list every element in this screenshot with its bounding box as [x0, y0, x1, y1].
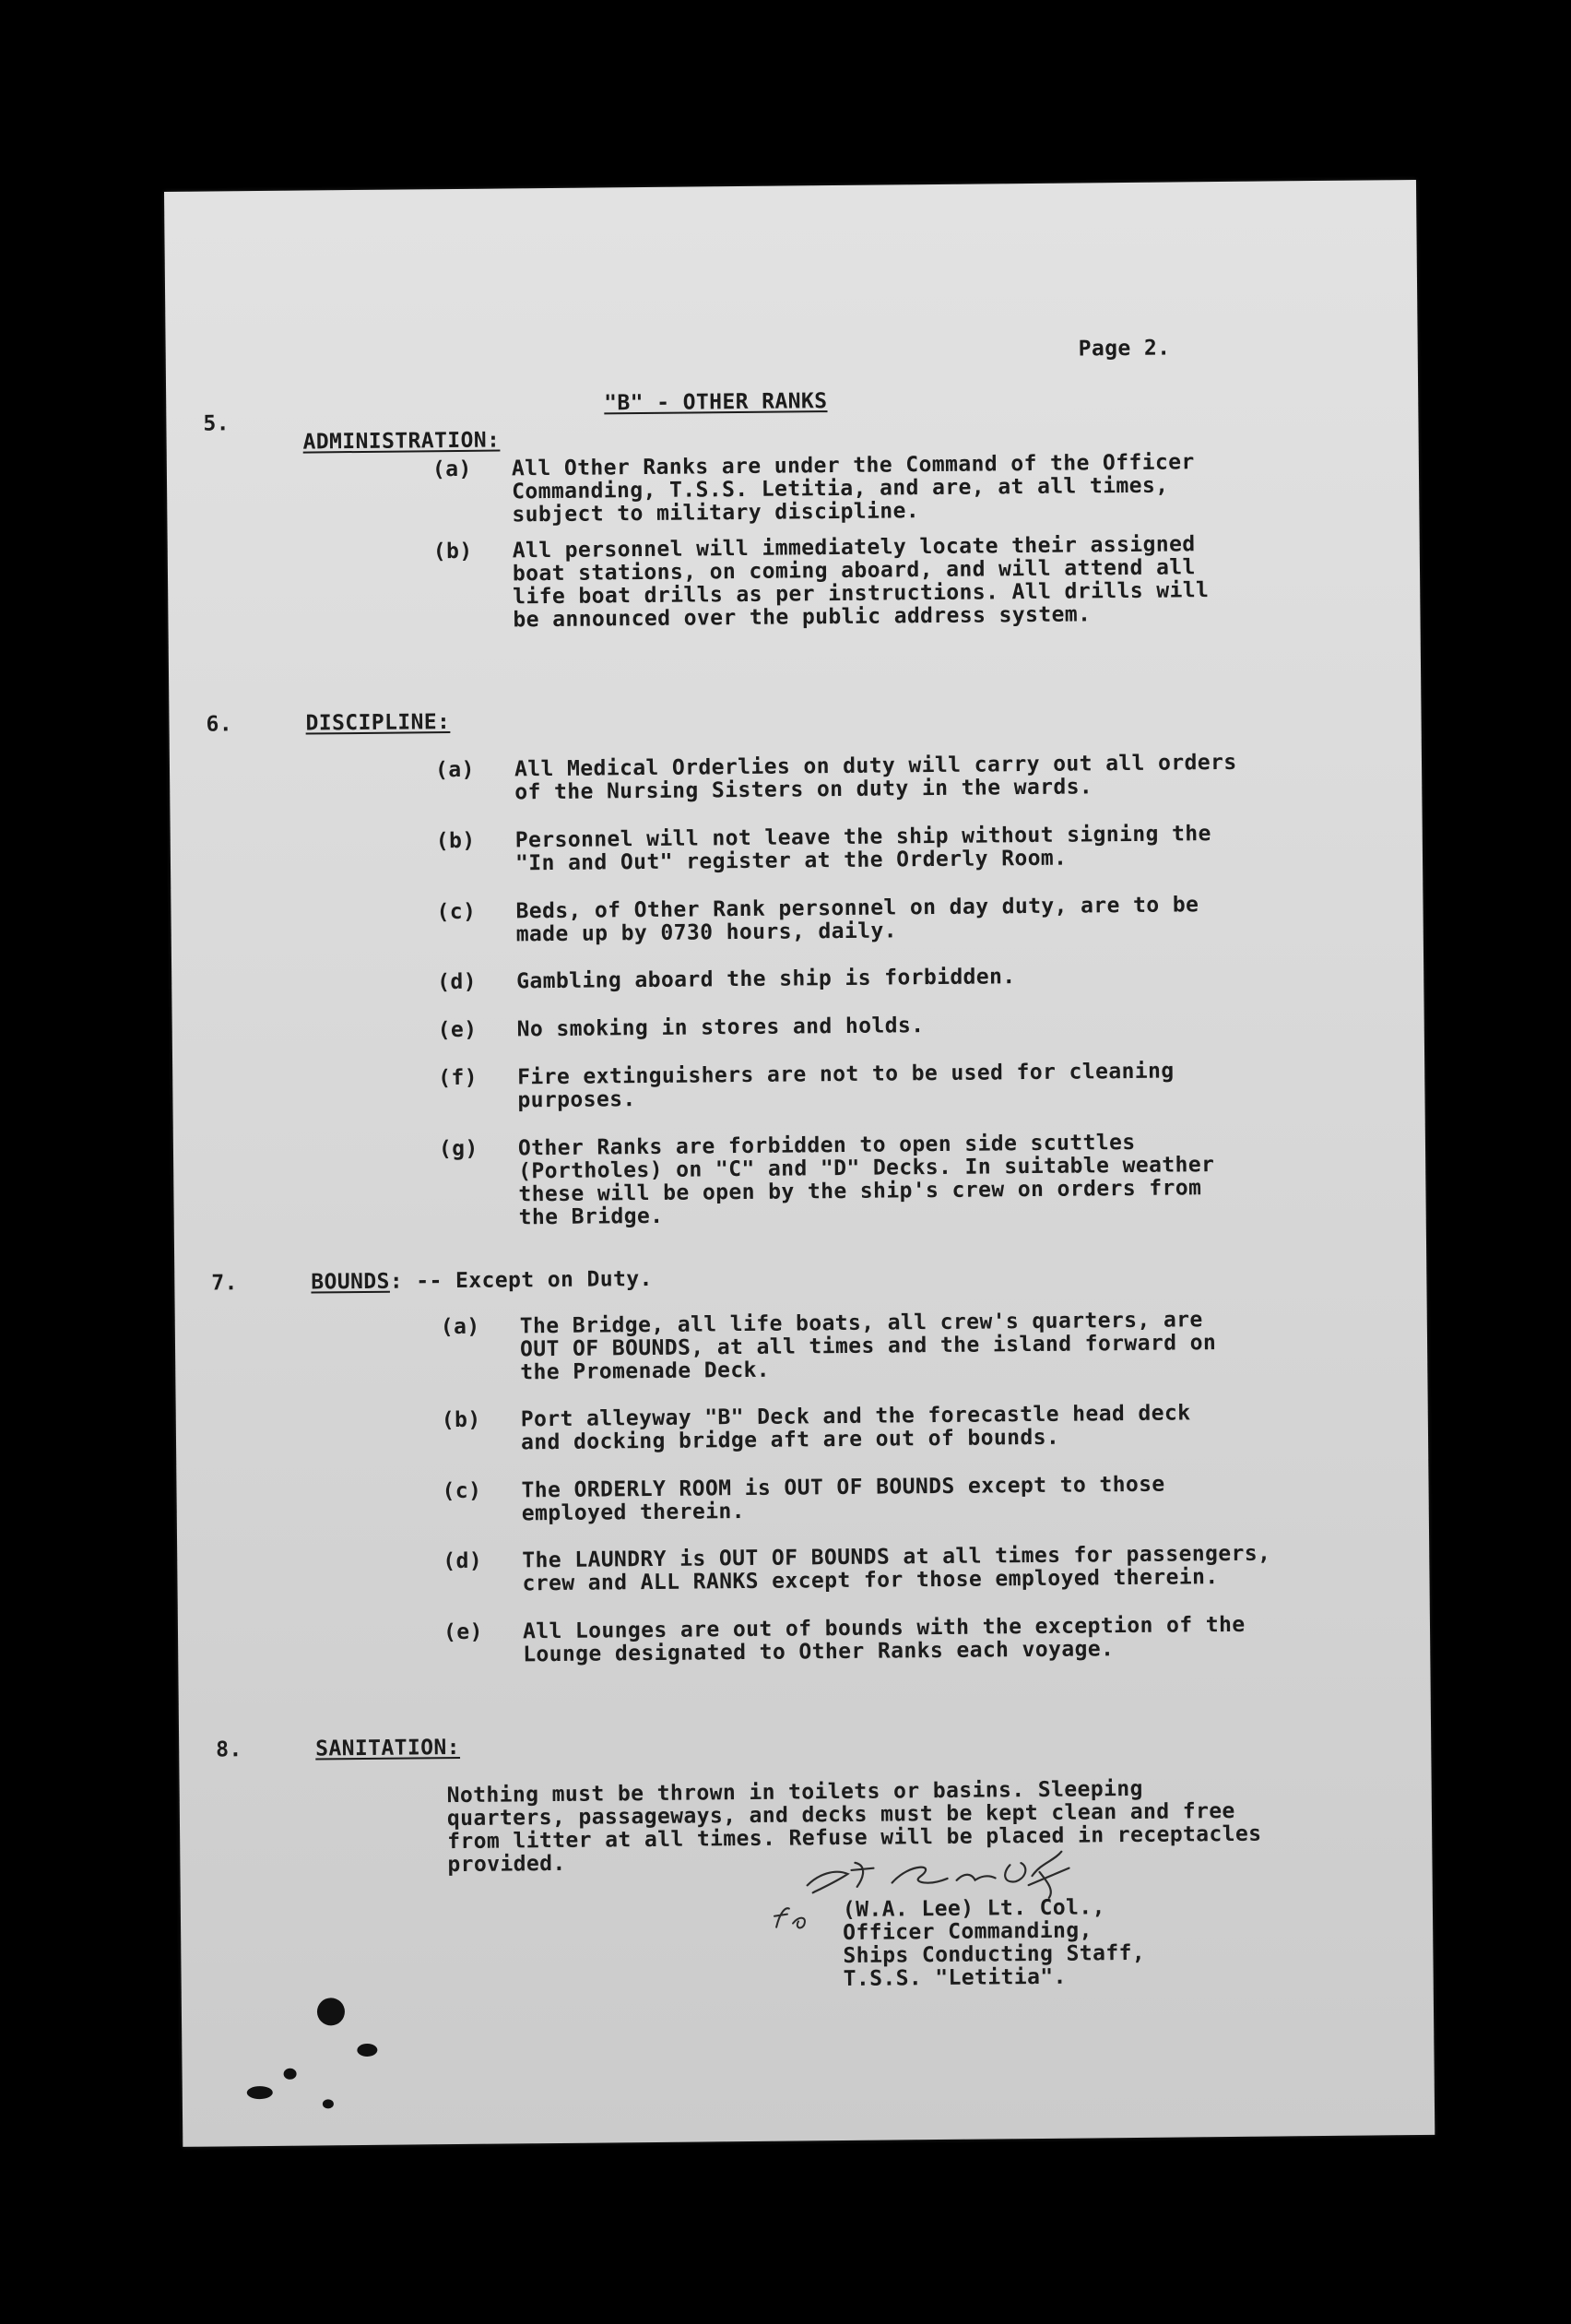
item-text: Port alleyway "B" Deck and the forecastle head deck and docking bridge aft are out of bounds.: [520, 1401, 1191, 1455]
item-letter: (c): [436, 899, 477, 925]
item-letter: (b): [432, 539, 473, 564]
item-text: All personnel will immediately locate their assigned boat stations, on coming aboard, and will attend all life boat drills as per instructions. All drills will be announced over the public address system.: [512, 532, 1210, 633]
section-title: ADMINISTRATION:: [302, 428, 501, 455]
signature-line: Officer Commanding,: [843, 1918, 1093, 1946]
item-text: Fire extinguishers are not to be used for cleaning purposes.: [517, 1059, 1175, 1113]
item-letter: (c): [442, 1478, 482, 1504]
document-heading: "B" - OTHER RANKS: [604, 389, 828, 416]
ink-stain: [317, 1998, 345, 2025]
item-text: All Lounges are out of bounds with the exception of the Lounge designated to Other Ranks each voyage.: [522, 1612, 1246, 1667]
section-title: SANITATION:: [315, 1735, 461, 1761]
item-text: The Bridge, all life boats, all crew's quarters, are OUT OF BOUNDS, at all times and the island forward on the Promenade Deck.: [519, 1308, 1217, 1385]
ink-stain: [357, 2044, 377, 2057]
signature-line: T.S.S. "Letitia".: [843, 1964, 1067, 1992]
page-number: Page 2.: [1078, 336, 1171, 362]
item-text: The ORDERLY ROOM is OUT OF BOUNDS except to those employed therein.: [521, 1472, 1165, 1526]
item-text: All Medical Orderlies on duty will carry out all orders of the Nursing Sisters on duty in the wards.: [514, 750, 1237, 805]
item-letter: (f): [438, 1065, 478, 1091]
signature-line: Ships Conducting Staff,: [843, 1940, 1146, 1969]
item-text: Gambling aboard the ship is forbidden.: [516, 965, 1016, 994]
section-title-suffix: : -- Except on Duty.: [389, 1266, 653, 1294]
item-text: Other Ranks are forbidden to open side scuttles (Portholes) on "C" and "D" Decks. In suitable weather these will be open by the ship's crew on orders from the Bridge.: [517, 1130, 1215, 1230]
section-title: DISCIPLINE:: [305, 710, 451, 736]
section-number: 8.: [216, 1737, 242, 1762]
handwritten-signature: [799, 1844, 1077, 1903]
document-body: [164, 180, 1435, 2147]
item-letter: (b): [435, 828, 476, 854]
item-letter: (d): [443, 1548, 483, 1574]
item-text: No smoking in stores and holds.: [516, 1014, 925, 1042]
item-text: All Other Ranks are under the Command of the Officer Commanding, T.S.S. Letitia, and are, at all times, subject to military discipline.: [511, 450, 1195, 528]
item-text: Beds, of Other Rank personnel on day duty, are to be made up by 0730 hours, daily.: [515, 893, 1199, 947]
item-letter: (d): [437, 969, 478, 995]
ink-stain: [284, 2069, 297, 2080]
section-number: 7.: [211, 1271, 238, 1296]
item-text: The LAUNDRY is OUT OF BOUNDS at all times for passengers, crew and ALL RANKS except for those employed therein.: [522, 1541, 1271, 1596]
document-page: [164, 180, 1435, 2147]
item-letter: (a): [431, 456, 472, 482]
section-title: BOUNDS: [311, 1269, 390, 1295]
item-letter: (a): [440, 1314, 480, 1340]
item-letter: (b): [441, 1407, 481, 1433]
signature-line: (W.A. Lee) Lt. Col.,: [842, 1895, 1105, 1923]
ink-stain: [323, 2099, 334, 2108]
ink-stain: [247, 2086, 273, 2099]
item-letter: (a): [434, 757, 475, 783]
handwritten-initials: [771, 1899, 817, 1936]
item-letter: (e): [443, 1619, 483, 1645]
item-text: Personnel will not leave the ship without signing the "In and Out" register at the Orderly Room.: [514, 822, 1211, 876]
section-title-row: [311, 1268, 653, 1295]
item-letter: (e): [437, 1017, 478, 1043]
section-paragraph: Nothing must be thrown in toilets or basins. Sleeping quarters, passageways, and decks must be kept clean and free from litter at all times. Refuse will be placed in receptacles provided.: [446, 1776, 1262, 1878]
signature-lines: [843, 1896, 1146, 1991]
section-number: 6.: [206, 712, 233, 737]
item-letter: (g): [438, 1136, 478, 1162]
section-number: 5.: [203, 411, 230, 436]
